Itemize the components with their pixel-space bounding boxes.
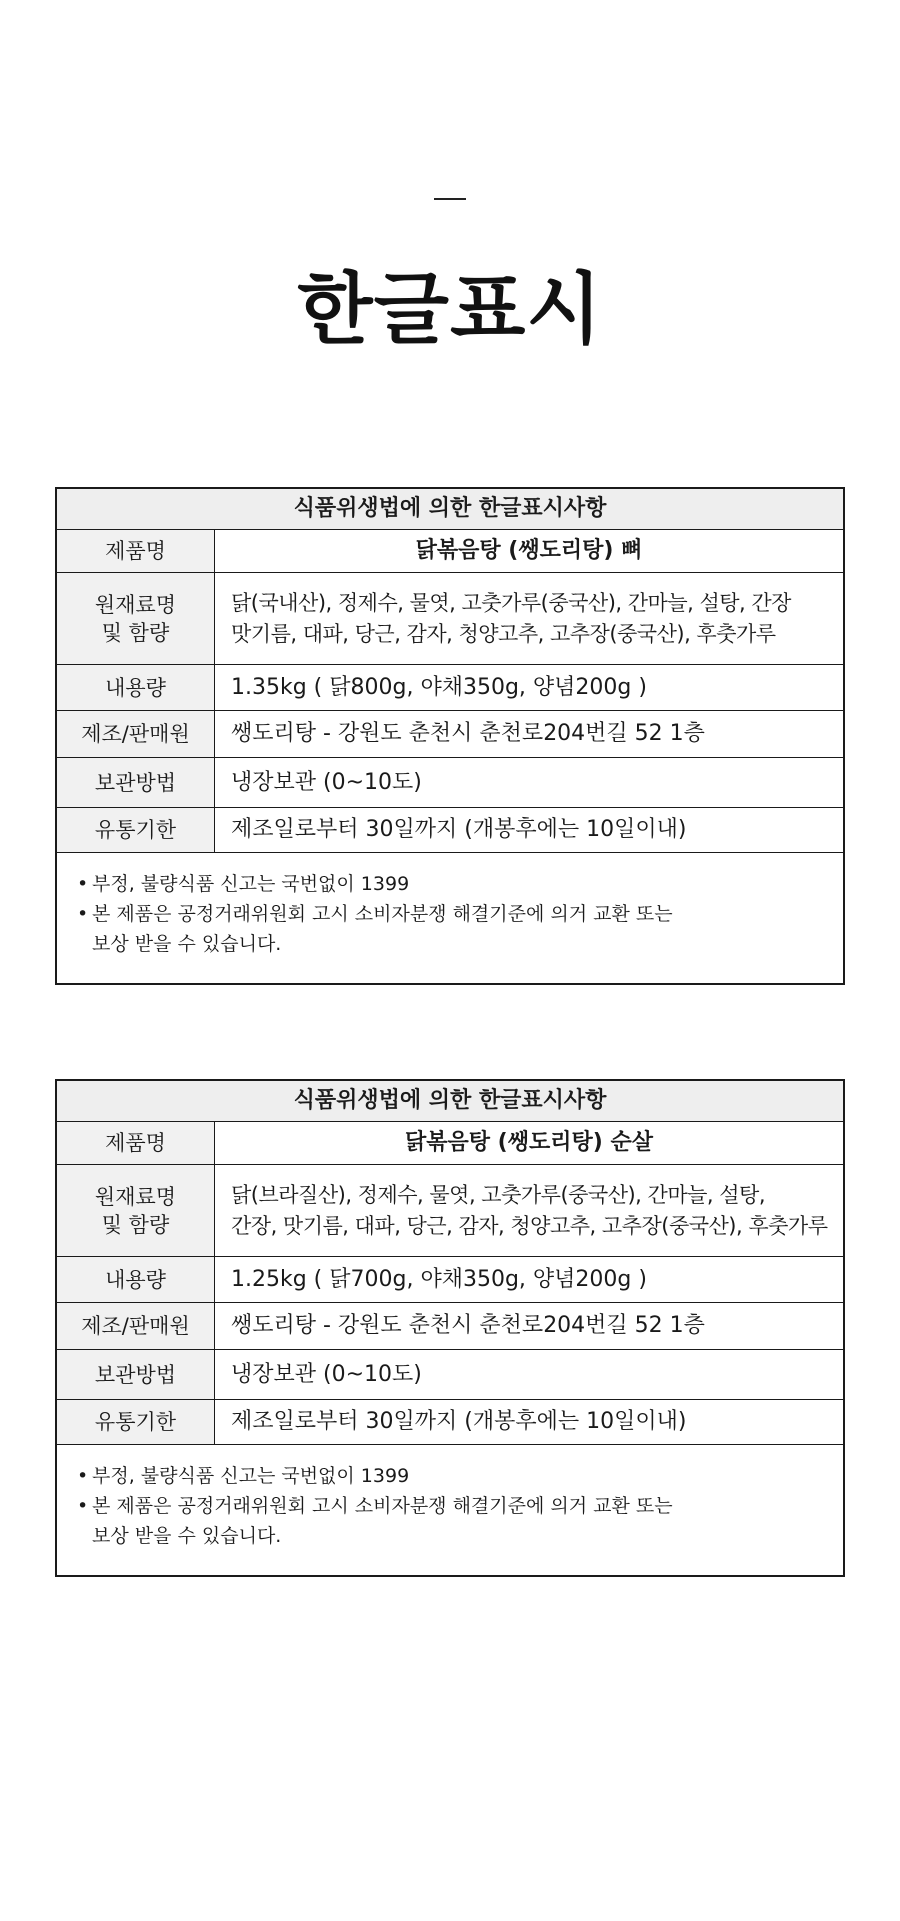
row-label: 제품명 <box>57 1122 215 1164</box>
row-product-name <box>57 530 843 573</box>
row-label: 보관방법 <box>57 1350 215 1399</box>
row-label: 제품명 <box>57 530 215 572</box>
row-ingredients <box>57 1165 843 1257</box>
row-volume <box>57 665 843 711</box>
bullet-icon: • <box>77 1495 89 1517</box>
label-panel-boneless <box>55 1079 845 1577</box>
row-product-name <box>57 1122 843 1165</box>
row-label: 원재료명 및 함량 <box>57 573 215 664</box>
row-manufacturer <box>57 711 843 758</box>
row-ingredients <box>57 573 843 665</box>
note-text: 부정, 불량식품 신고는 국번없이 1399 <box>92 873 410 895</box>
bullet-icon: • <box>77 1465 89 1487</box>
row-label: 내용량 <box>57 1257 215 1302</box>
volume-value: 1.25kg ( 닭700g, 야채350g, 양념200g ) <box>231 1266 647 1292</box>
manufacturer-value: 쌩도리탕 - 강원도 춘천시 춘천로204번길 52 1층 <box>231 721 705 746</box>
row-label: 제조/판매원 <box>57 711 215 757</box>
note-text: 부정, 불량식품 신고는 국번없이 1399 <box>92 1465 410 1487</box>
note-item <box>77 899 823 959</box>
notes-list <box>57 1445 843 1551</box>
note-item <box>77 1491 823 1551</box>
ingredients-value: 닭(국내산), 정제수, 물엿, 고춧가루(중국산), 간마늘, 설탕, 간장 맛기름, 대파, 당근, 감자, 청양고추, 고추장(중국산), 후춧가루 <box>231 590 791 646</box>
storage-value: 냉장보관 (0~10도) <box>231 1361 422 1387</box>
row-expiry <box>57 1400 843 1445</box>
row-storage <box>57 1350 843 1400</box>
page-title: 한글표시 <box>297 265 603 355</box>
row-label: 내용량 <box>57 665 215 710</box>
note-text: 본 제품은 공정거래위원회 고시 소비자분쟁 해결기준에 의거 교환 또는 보상 받을 수 있습니다. <box>92 903 673 955</box>
product-name-value: 닭볶음탕 (쌩도리탕) 순살 <box>405 1130 653 1155</box>
note-item <box>77 869 823 899</box>
row-label: 제조/판매원 <box>57 1303 215 1349</box>
storage-value: 냉장보관 (0~10도) <box>231 769 422 795</box>
panel-header: 식품위생법에 의한 한글표시사항 <box>57 489 843 530</box>
expiry-value: 제조일로부터 30일까지 (개봉후에는 10일이내) <box>231 1409 687 1434</box>
bullet-icon: • <box>77 903 89 925</box>
row-storage <box>57 758 843 808</box>
row-label: 유통기한 <box>57 808 215 852</box>
manufacturer-value: 쌩도리탕 - 강원도 춘천시 춘천로204번길 52 1층 <box>231 1313 705 1338</box>
volume-value: 1.35kg ( 닭800g, 야채350g, 양념200g ) <box>231 674 647 700</box>
title-dash-divider <box>434 198 466 200</box>
bullet-icon: • <box>77 873 89 895</box>
row-label: 원재료명 및 함량 <box>57 1165 215 1256</box>
row-volume <box>57 1257 843 1303</box>
label-panel-bone <box>55 487 845 985</box>
product-name-value: 닭볶음탕 (쌩도리탕) 뼈 <box>415 538 643 563</box>
ingredients-value: 닭(브라질산), 정제수, 물엿, 고춧가루(중국산), 간마늘, 설탕, 간장, 맛기름, 대파, 당근, 감자, 청양고추, 고추장(중국산), 후춧가루 <box>231 1182 828 1238</box>
notes-list <box>57 853 843 959</box>
row-label: 보관방법 <box>57 758 215 807</box>
expiry-value: 제조일로부터 30일까지 (개봉후에는 10일이내) <box>231 817 687 842</box>
note-item <box>77 1461 823 1491</box>
note-text: 본 제품은 공정거래위원회 고시 소비자분쟁 해결기준에 의거 교환 또는 보상 받을 수 있습니다. <box>92 1495 673 1547</box>
row-expiry <box>57 808 843 853</box>
row-manufacturer <box>57 1303 843 1350</box>
row-label: 유통기한 <box>57 1400 215 1444</box>
panel-header: 식품위생법에 의한 한글표시사항 <box>57 1081 843 1122</box>
